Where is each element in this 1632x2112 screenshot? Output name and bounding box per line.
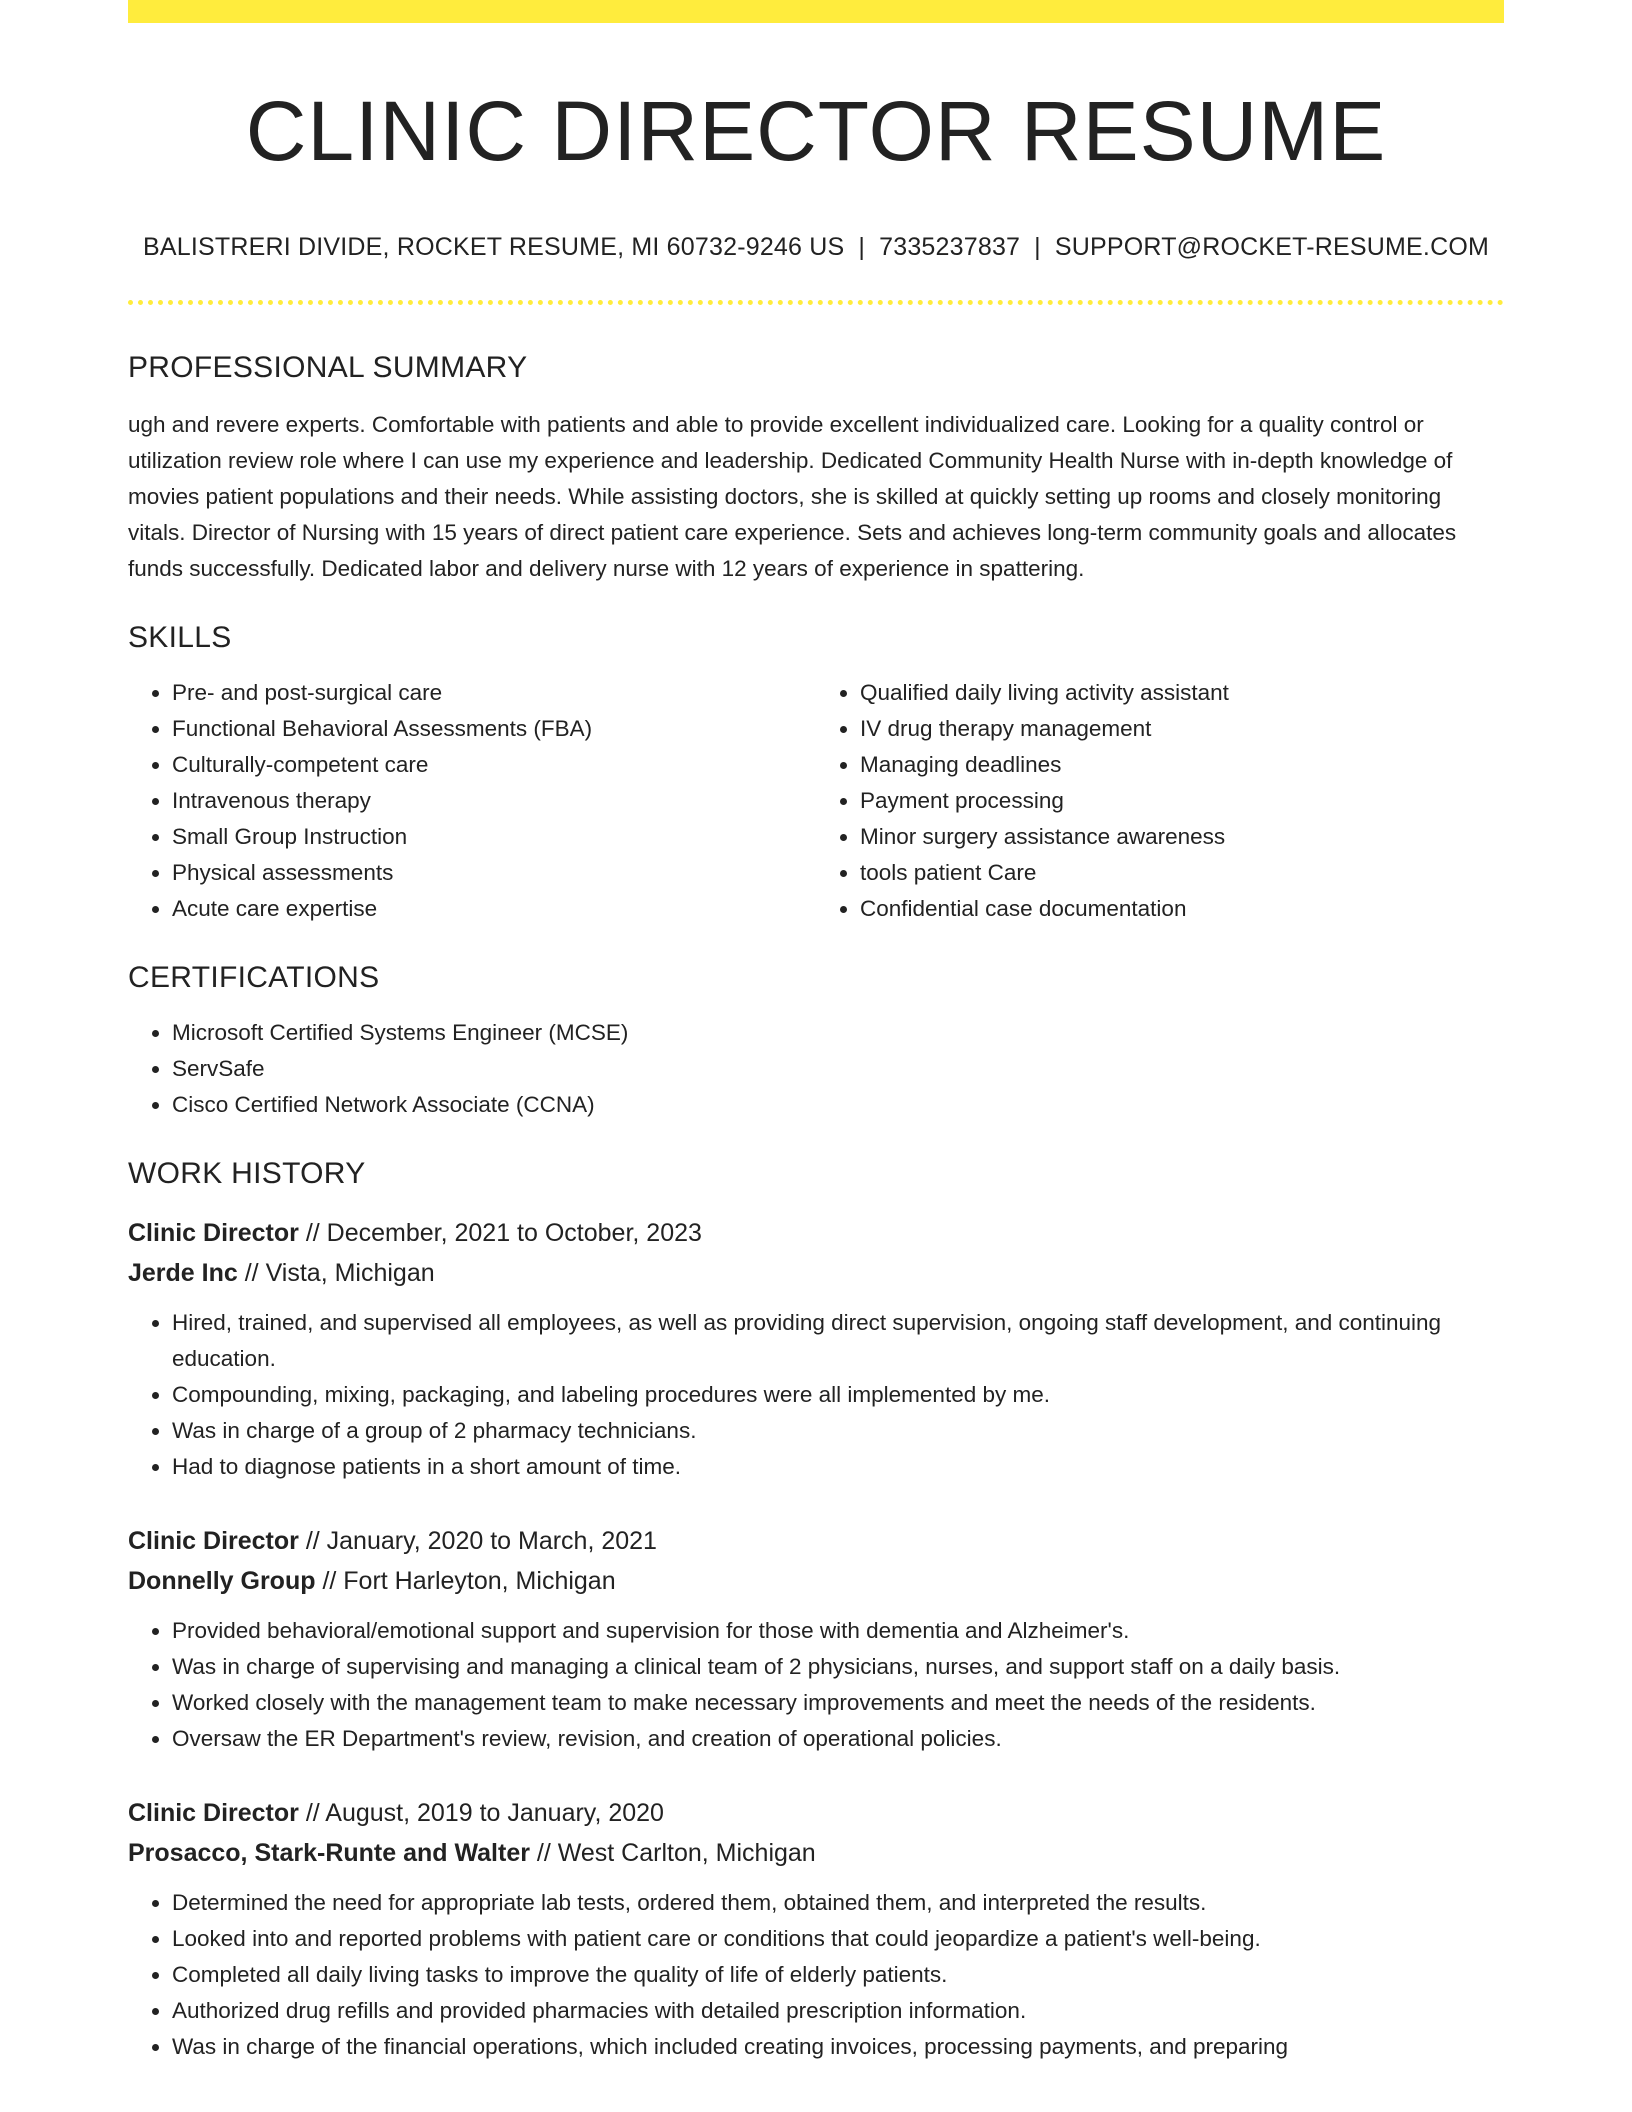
job-bullet: • Determined the need for appropriate lab tests, ordered them, obtained them, and interpreted the results.: [172, 1885, 1504, 1921]
job-company-line: [128, 1833, 1504, 1873]
job-company: Jerde Inc: [128, 1259, 238, 1288]
skill-item: • Managing deadlines: [860, 747, 1504, 783]
certifications-heading: CERTIFICATIONS: [128, 961, 380, 995]
job-bullet: • Looked into and reported problems with patient care or conditions that could jeopardize a patient's well-being.: [172, 1921, 1504, 1957]
job-role-line: [128, 1793, 1504, 1833]
job-entry: [128, 1213, 1504, 1485]
job-company-line: [128, 1561, 1504, 1601]
job-bullet: • Was in charge of supervising and managing a clinical team of 2 physicians, nurses, and support staff on a daily basis.: [172, 1649, 1504, 1685]
contact-phone[interactable]: 7335237837: [879, 233, 1021, 262]
skill-item: • Physical assessments: [172, 855, 816, 891]
job-bullets: [128, 1613, 1504, 1757]
certification-item: • ServSafe: [172, 1051, 1504, 1087]
work-history-heading: WORK HISTORY: [128, 1157, 366, 1191]
certification-item: • Cisco Certified Network Associate (CCNA): [172, 1087, 1504, 1123]
skill-item: • Culturally-competent care: [172, 747, 816, 783]
job-bullet: • Completed all daily living tasks to improve the quality of life of elderly patients.: [172, 1957, 1504, 1993]
job-role: Clinic Director: [128, 1799, 299, 1828]
job-company: Donnelly Group: [128, 1567, 316, 1596]
skills-list-left: [128, 675, 816, 927]
skill-item: • Qualified daily living activity assistant: [860, 675, 1504, 711]
job-entry: [128, 1521, 1504, 1757]
job-bullets: [128, 1305, 1504, 1485]
skill-item: • Small Group Instruction: [172, 819, 816, 855]
skill-item: • IV drug therapy management: [860, 711, 1504, 747]
job-role: Clinic Director: [128, 1219, 299, 1248]
resume-title: CLINIC DIRECTOR RESUME: [245, 84, 1387, 178]
skill-item: • Intravenous therapy: [172, 783, 816, 819]
summary-heading: PROFESSIONAL SUMMARY: [128, 351, 528, 385]
contact-separator: |: [1034, 233, 1041, 262]
accent-bar: [128, 0, 1504, 23]
certification-item: • Microsoft Certified Systems Engineer (MCSE): [172, 1015, 1504, 1051]
job-company: Prosacco, Stark-Runte and Walter: [128, 1839, 530, 1868]
job-bullet: • Provided behavioral/emotional support and supervision for those with dementia and Alzheimer's.: [172, 1613, 1504, 1649]
skills-list-right: [816, 675, 1504, 927]
skill-item: • Minor surgery assistance awareness: [860, 819, 1504, 855]
job-bullet: • Authorized drug refills and provided pharmacies with detailed prescription information.: [172, 1993, 1504, 2029]
skill-item: • Pre- and post-surgical care: [172, 675, 816, 711]
contact-line: [128, 233, 1504, 262]
skill-item: • tools patient Care: [860, 855, 1504, 891]
job-entry: [128, 1793, 1504, 2065]
skill-item: • Functional Behavioral Assessments (FBA): [172, 711, 816, 747]
job-bullets: [128, 1885, 1504, 2065]
job-role: Clinic Director: [128, 1527, 299, 1556]
job-company-line: [128, 1253, 1504, 1293]
summary-text: ugh and revere experts. Comfortable with patients and able to provide excellent individualized care. Looking for a quality control or utilization review role where I can use my experience and leadership. Dedicated Community Health Nurse with in-depth knowledge of movies patient populations and their needs. While assisting doctors, she is skilled at quickly setting up rooms and closely monitoring vitals. Director of Nursing with 15 years of direct patient care experience. Sets and achieves long-term community goals and allocates funds successfully. Dedicated labor and delivery nurse with 12 years of experience in spattering.: [128, 412, 1457, 582]
skill-item: • Confidential case documentation: [860, 891, 1504, 927]
job-dates: // August, 2019 to January, 2020: [298, 1799, 664, 1828]
skill-item: • Payment processing: [860, 783, 1504, 819]
job-role-line: [128, 1521, 1504, 1561]
job-location: // Vista, Michigan: [237, 1259, 435, 1288]
dotted-divider: [128, 300, 1504, 305]
skills-heading: SKILLS: [128, 621, 232, 655]
job-role-line: [128, 1213, 1504, 1253]
job-location: // Fort Harleyton, Michigan: [315, 1567, 616, 1596]
job-dates: // December, 2021 to October, 2023: [298, 1219, 702, 1248]
job-bullet: • Was in charge of a group of 2 pharmacy technicians.: [172, 1413, 1504, 1449]
resume-page: [128, 0, 1504, 2112]
contact-separator: |: [858, 233, 866, 262]
skills-columns: [128, 675, 1504, 927]
job-dates: // January, 2020 to March, 2021: [298, 1527, 657, 1556]
job-bullet: • Had to diagnose patients in a short amount of time.: [172, 1449, 1504, 1485]
skill-item: • Acute care expertise: [172, 891, 816, 927]
job-location: // West Carlton, Michigan: [529, 1839, 816, 1868]
contact-address: BALISTRERI DIVIDE, ROCKET RESUME, MI 60732-9246 US: [142, 233, 845, 262]
job-bullet: • Compounding, mixing, packaging, and labeling procedures were all implemented by me.: [172, 1377, 1504, 1413]
certifications-list: [128, 1015, 1504, 1123]
job-bullet: • Was in charge of the financial operations, which included creating invoices, processing payments, and preparing: [172, 2029, 1504, 2065]
job-bullet: • Worked closely with the management team to make necessary improvements and meet the needs of the residents.: [172, 1685, 1504, 1721]
job-bullet: • Hired, trained, and supervised all employees, as well as providing direct supervision, ongoing staff development, and continuing education.: [172, 1305, 1504, 1377]
contact-email[interactable]: SUPPORT@ROCKET-RESUME.COM: [1054, 233, 1490, 262]
job-bullet: • Oversaw the ER Department's review, revision, and creation of operational policies.: [172, 1721, 1504, 1757]
